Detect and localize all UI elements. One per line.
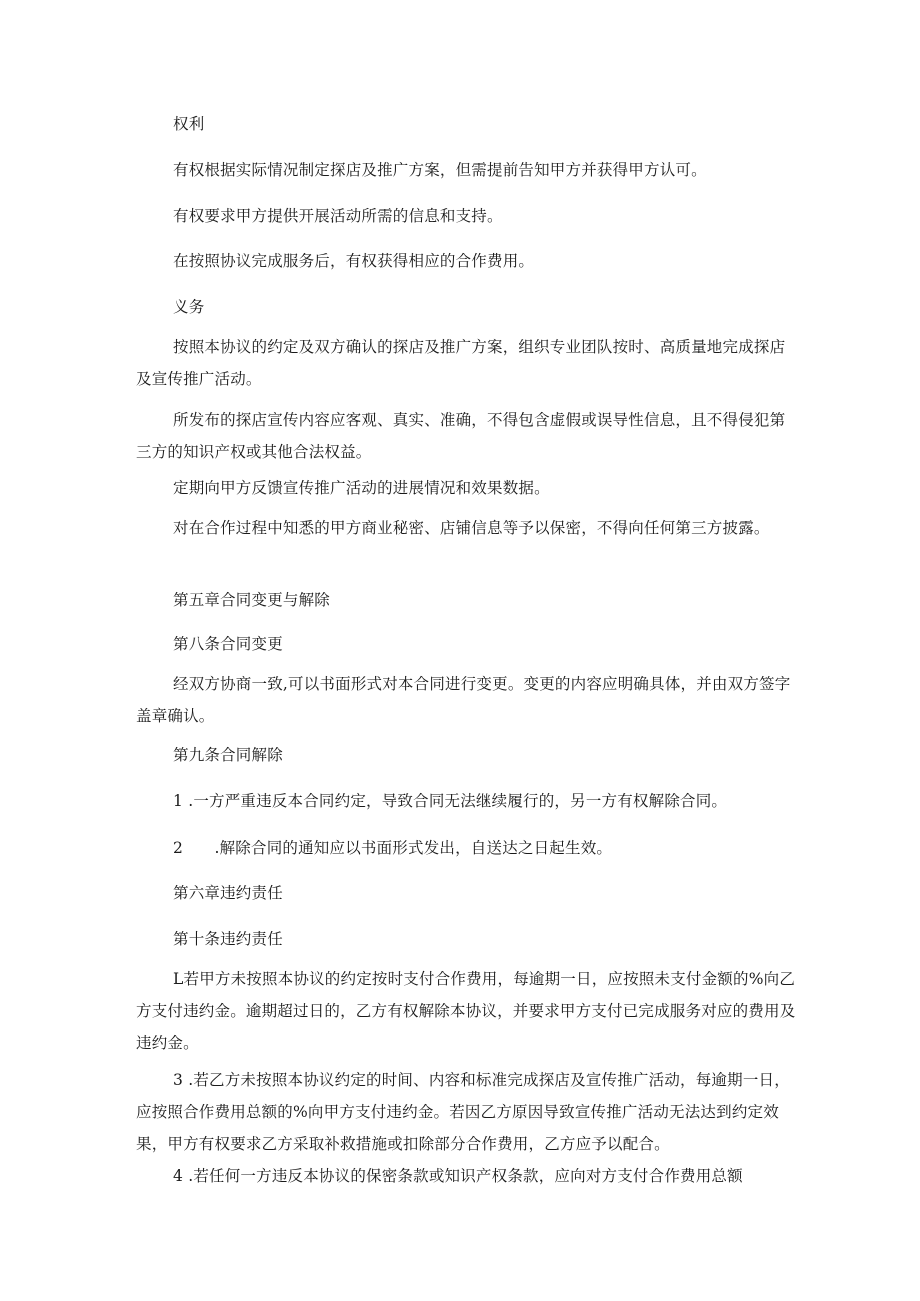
chapter-heading: 第六章违约责任: [173, 884, 283, 902]
paragraph: 经双方协商一致,可以书面形式对本合同进行变更。变更的内容应明确具体，并由双方签字盖章确认。: [136, 675, 791, 725]
list-item: 2 .解除合同的通知应以书面形式发出，自送达之日起生效。: [173, 839, 613, 857]
paragraph: 有权根据实际情况制定探店及推广方案，但需提前告知甲方并获得甲方认可。: [173, 161, 707, 179]
paragraph: 有权要求甲方提供开展活动所需的信息和支持。: [173, 207, 503, 225]
list-item: 4 .若任何一方违反本协议的保密条款或知识产权条款，应向对方支付合作费用总额: [173, 1167, 743, 1185]
paragraph: 定期向甲方反馈宣传推广活动的进展情况和效果数据。: [173, 479, 550, 497]
paragraph: 对在合作过程中知悉的甲方商业秘密、店铺信息等予以保密，不得向任何第三方披露。: [173, 519, 770, 537]
article-heading: 第九条合同解除: [173, 746, 283, 764]
article-heading: 第十条违约责任: [173, 930, 283, 948]
list-item: 1 .一方严重违反本合同约定，导致合同无法继续履行的，另一方有权解除合同。: [173, 792, 728, 810]
article-heading: 第八条合同变更: [173, 635, 283, 653]
paragraph: 按照本协议的约定及双方确认的探店及推广方案，组织专业团队按时、高质量地完成探店及宣传推广活动。: [136, 338, 786, 388]
paragraph-obligations-heading: 义务: [173, 298, 205, 316]
list-item: L若甲方未按照本协议的约定按时支付合作费用，每逾期一日，应按照未支付金额的%向乙方支付违约金。逾期超过日的，乙方有权解除本协议，并要求甲方支付已完成服务对应的费用及违约金。: [136, 970, 796, 1052]
chapter-heading: 第五章合同变更与解除: [173, 591, 331, 609]
paragraph: 所发布的探店宣传内容应客观、真实、准确，不得包含虚假或误导性信息，且不得侵犯第三方的知识产权或其他合法权益。: [136, 411, 786, 461]
paragraph-rights-heading: 权利: [173, 115, 205, 133]
paragraph: 在按照协议完成服务后，有权获得相应的合作费用。: [173, 252, 535, 270]
list-item: 3 .若乙方未按照本协议约定的时间、内容和标准完成探店及宣传推广活动，每逾期一日，应按照合作费用总额的%向甲方支付违约金。若因乙方原因导致宣传推广活动无法达到约定效果，甲方有权要求乙方采取补救措施或扣除部分合作费用，乙方应予以配合。: [136, 1071, 790, 1153]
